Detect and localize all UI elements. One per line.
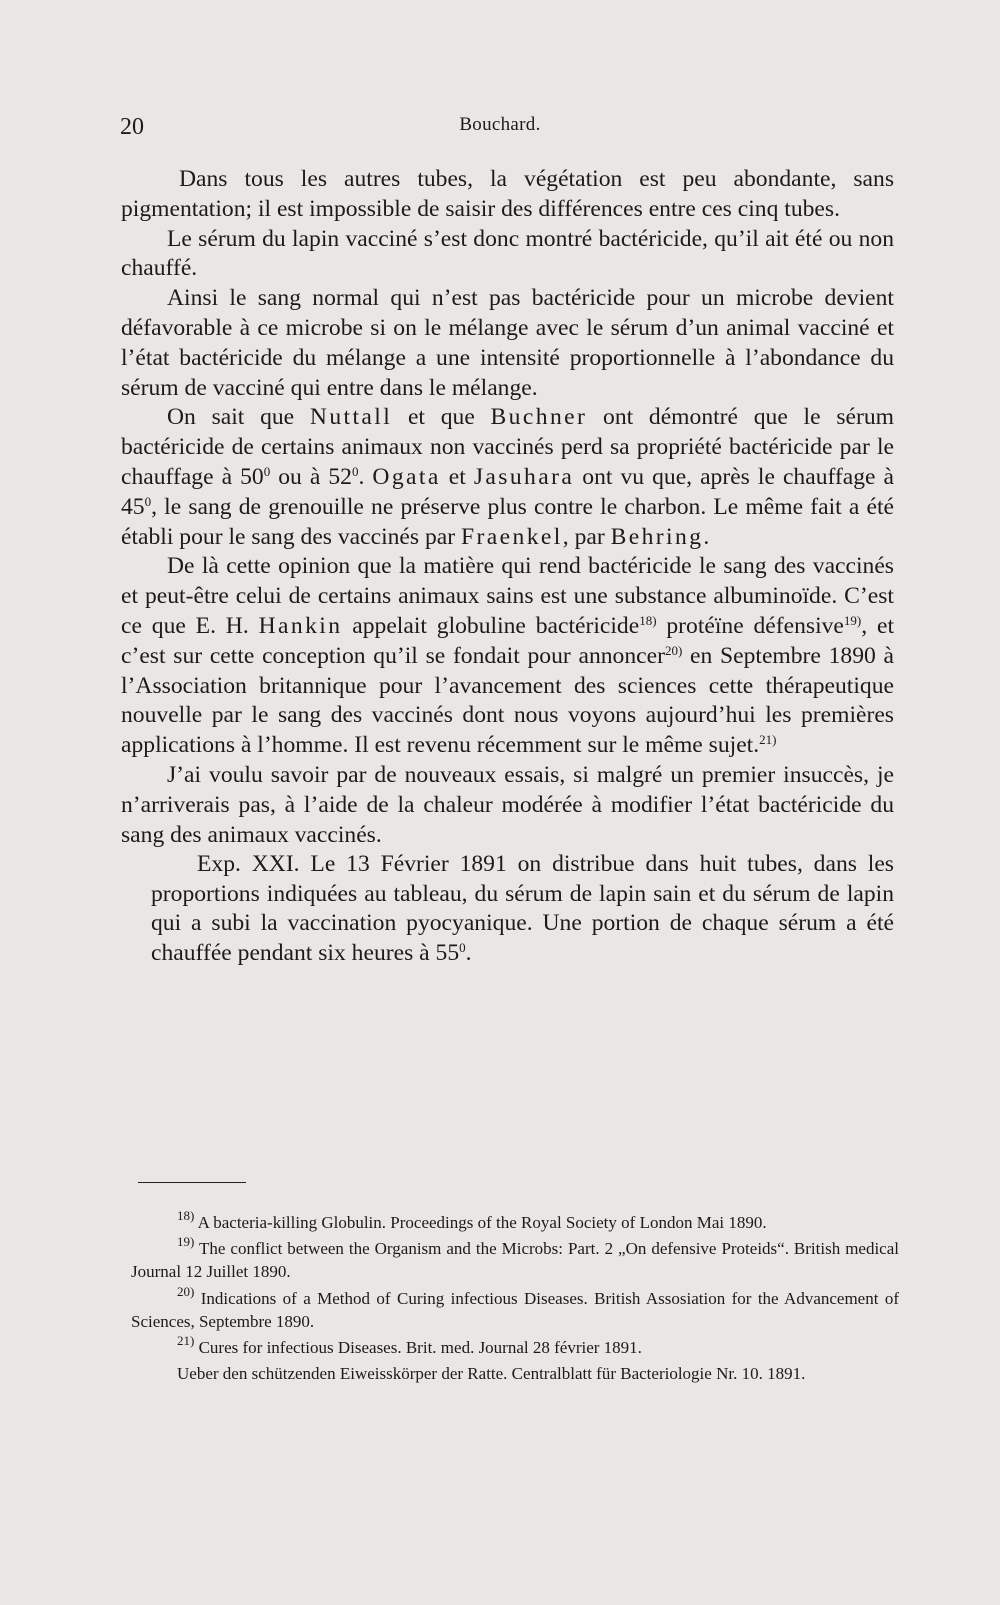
- paragraph-5: De là cette opinion que la matière qui rend bactéricide le sang des vaccinés et peut-être celui de certains animaux sains est une substance albuminoïde. C’est ce que E. H. Hankin appelait globuline bactéricide$^{18)}$ protéïne défensive$^{19)}$, et c’est sur cette conception qu’il se fondait pour annoncer$^{20)}$ en Septembre 1890 à l’Association britannique pour l’avancement des sciences cette thérapeutique nouvelle par le sang des vaccinés dont nous voyons aujourd’hui les premières applications à l’homme. Il est revenu récemment sur le même sujet.$^{21)}$: [121, 553, 895, 759]
- footnote-20: $^{20)}$ Indications of a Method of Curing infectious Diseases. British Assosiation for the Advancement of Sciences, Septembre 1890.: [131, 1283, 899, 1331]
- paragraph-4: On sait que Nuttall et que Buchner ont démontré que le sérum bactéricide de certains animaux non vaccinés perd sa propriété bactéricide par le chauffage à $50^0$ ou à $52^0$. Ogata et Jasuhara ont vu que, après le chauffage à $45^0$, le sang de grenouille ne préserve plus contre le charbon. Le même fait a été établi pour le sang des vaccinés par Fraenkel, par Behring.: [121, 404, 895, 550]
- footnote-19: $^{19)}$ The conflict between the Organism and the Microbs: Part. 2 „On defensive Proteids“. British medical Journal 12 Juillet 1890.: [131, 1234, 899, 1282]
- body-text: [121, 165, 894, 968]
- footnote-marker: 20): [177, 1283, 195, 1299]
- paragraph-2: Le sérum du lapin vacciné s’est donc montré bactéricide, qu’il ait été ou non chauffé.: [121, 225, 894, 282]
- footnote-marker: 21): [177, 1333, 195, 1349]
- footnote-separator: [138, 1182, 246, 1183]
- author-fraenkel: Fraenkel: [461, 523, 563, 550]
- paragraph-3: Ainsi le sang normal qui n’est pas bactéricide pour un microbe devient défavorable à ce microbe si on le mélange avec le sérum d’un animal vacciné et l’état bactéricide du mélange a une intensité proportionnelle à l’abondance du sérum de vacciné qui entre dans le mélange.: [121, 285, 894, 401]
- author-buchner: Buchner: [490, 404, 588, 431]
- footnote-18: $^{18)}$ A bacteria-killing Globulin. Proceedings of the Royal Society of London Mai 1890.: [177, 1208, 767, 1232]
- footnote-ref-21[interactable]: 21): [759, 732, 777, 748]
- experiment-paragraph: Exp. XXI. Le 13 Février 1891 on distribue dans huit tubes, dans les proportions indiquées au tableau, du sérum de lapin sain et du sérum de lapin qui a subi la vaccination pyocyanique. Une portion de chaque sérum a été chauffée pendant six heures à $55^0$.: [151, 851, 894, 966]
- footnote-marker: 19): [177, 1234, 195, 1250]
- author-hankin: Hankin: [258, 612, 343, 639]
- author-ogata: Ogata: [372, 463, 441, 490]
- author-jasuhara: Jasuhara: [473, 463, 575, 490]
- author-nuttall: Nuttall: [309, 404, 393, 431]
- degree-sign: 0: [351, 463, 359, 479]
- page-number: 20: [120, 114, 144, 140]
- footnote-21-continued: Ueber den schützenden Eiweisskörper der Ratte. Centralblatt für Bacteriologie Nr. 10. 1891.: [177, 1364, 806, 1384]
- author-behring: Behring: [610, 523, 704, 550]
- footnote-marker: 18): [177, 1208, 195, 1223]
- footnote-ref-20[interactable]: 20): [664, 642, 683, 658]
- paragraph-1: Dans tous les autres tubes, la végétation est peu abondante, sans pigmentation; il est impossible de saisir des différences entre ces cinq tubes.: [121, 166, 894, 222]
- footnote-ref-18[interactable]: 18): [639, 612, 657, 628]
- degree-sign: 0: [263, 463, 271, 479]
- running-head: Bouchard.: [459, 114, 541, 135]
- footnotes: [131, 1208, 899, 1388]
- degree-sign: 0: [144, 493, 152, 509]
- paragraph-6: J’ai voulu savoir par de nouveaux essais, si malgré un premier insuccès, je n’arriverais pas, à l’aide de la chaleur modérée à modifier l’état bactéricide du sang des animaux vaccinés.: [121, 761, 894, 848]
- page-header: [120, 114, 880, 144]
- degree-sign: 0: [459, 939, 466, 955]
- footnote-21: $^{21)}$ Cures for infectious Diseases. Brit. med. Journal 28 février 1891.: [177, 1333, 642, 1358]
- footnote-ref-19[interactable]: 19): [843, 612, 862, 628]
